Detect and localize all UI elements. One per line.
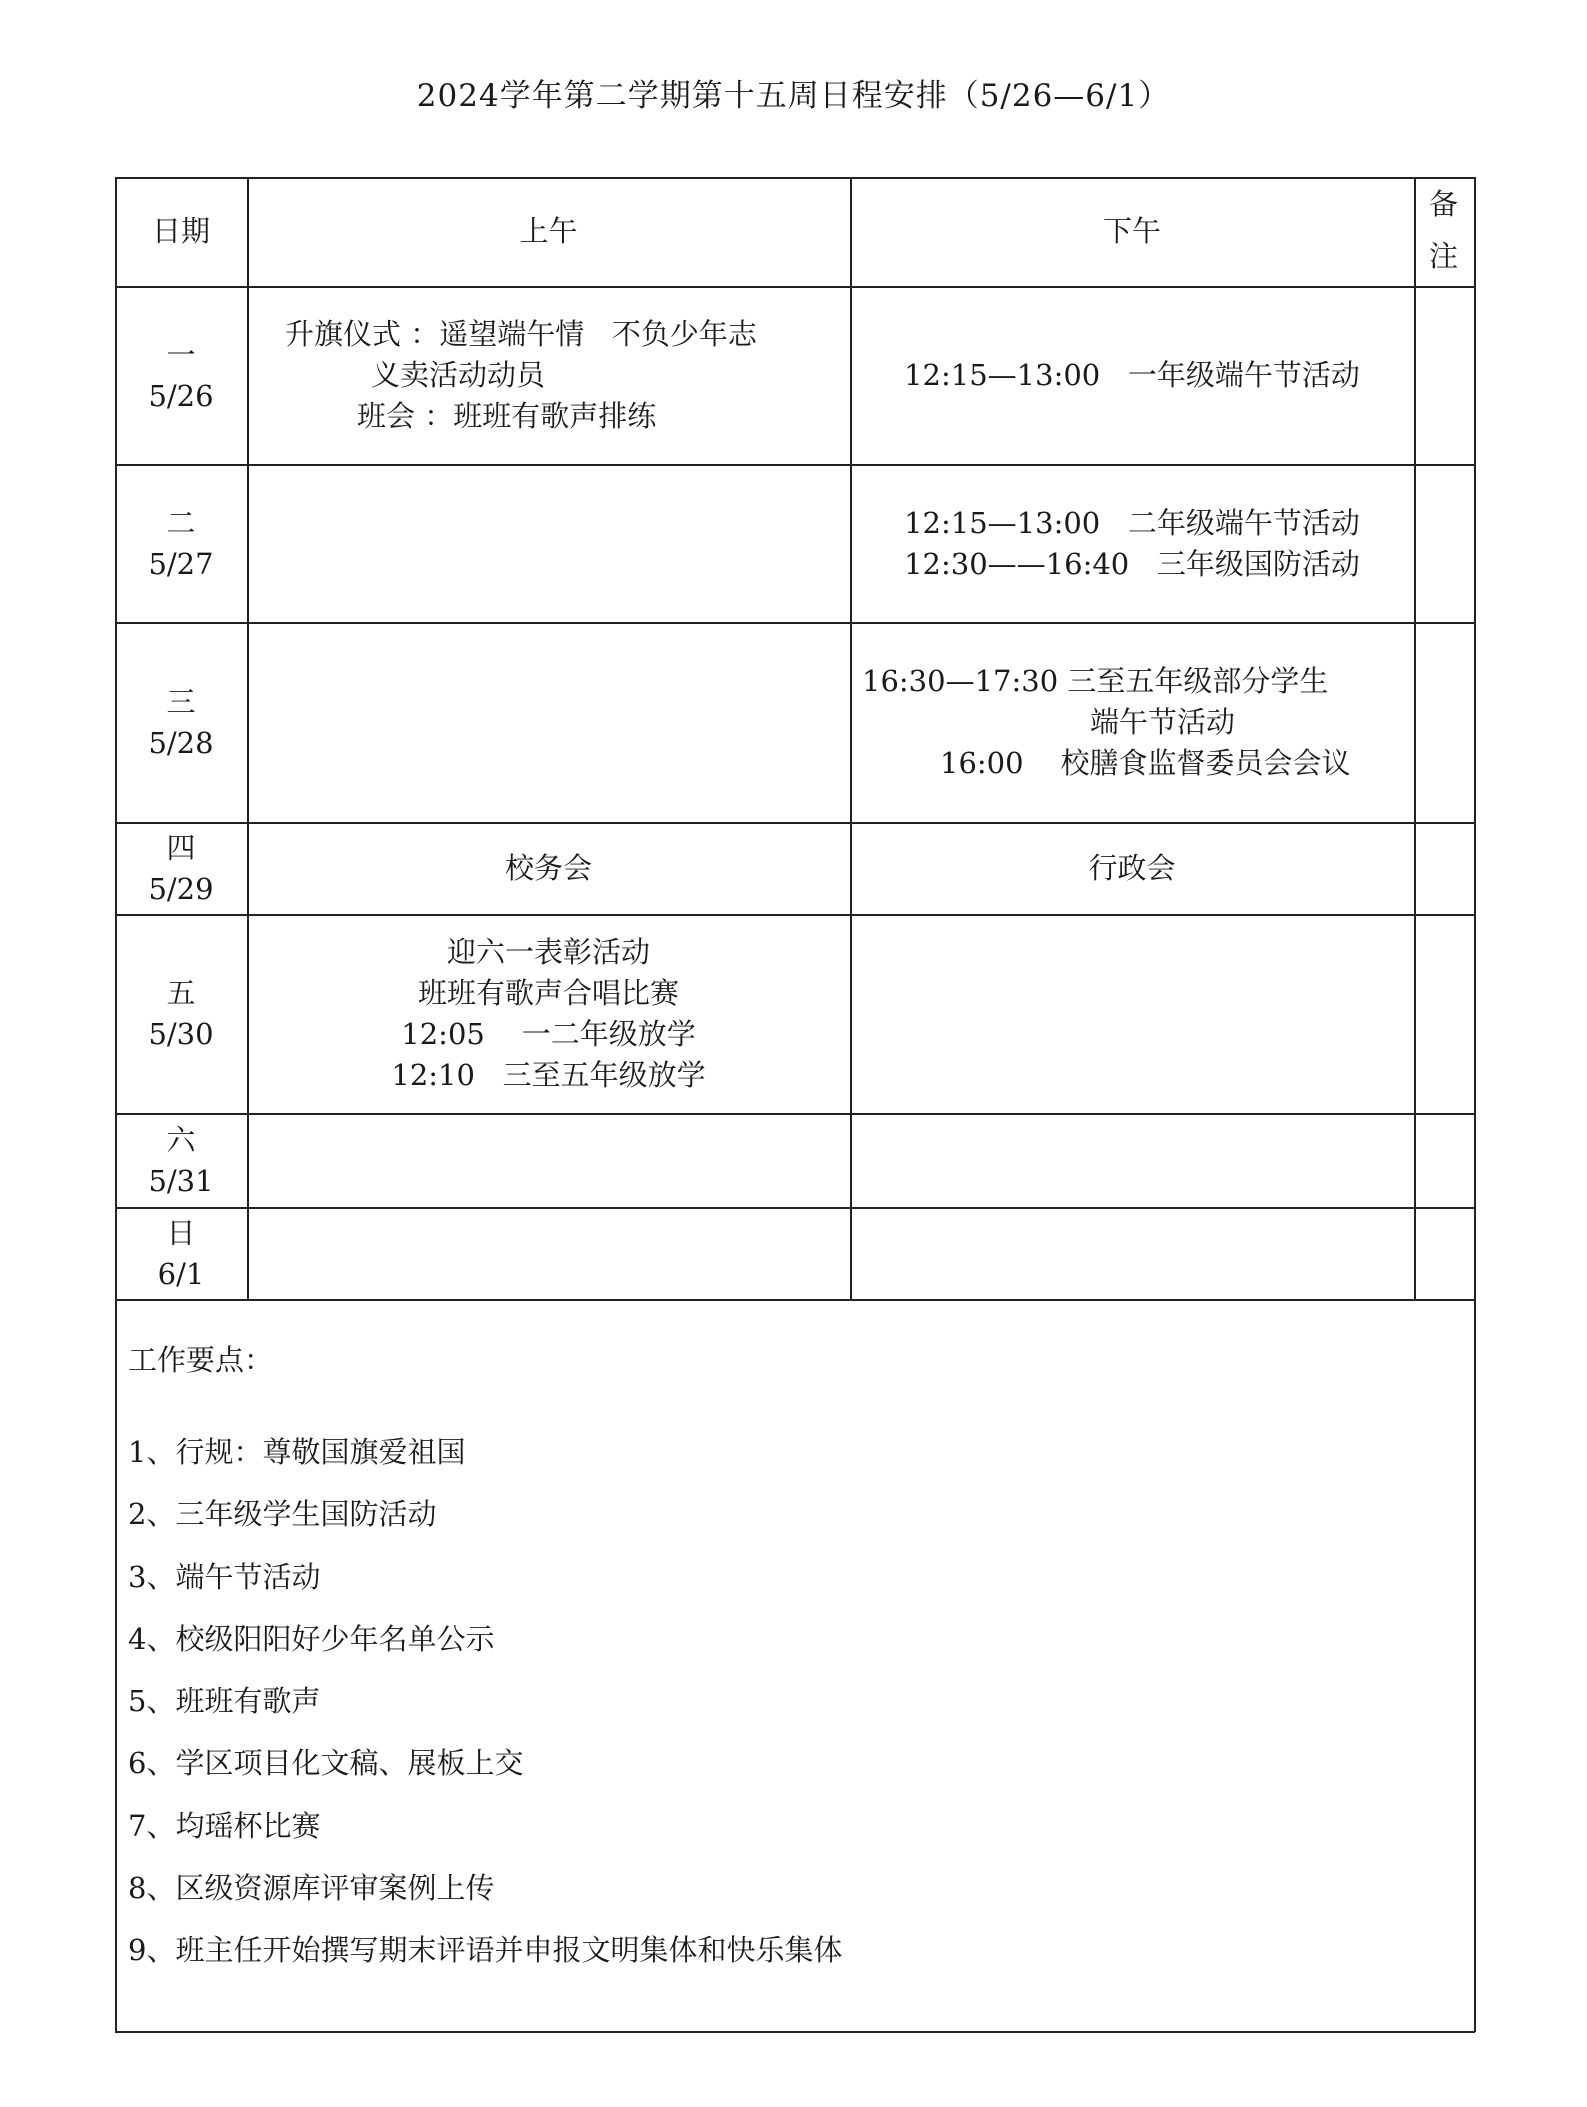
morning-item: 校务会 [504,851,592,885]
morning-item: 12:10 三至五年级放学 [391,1058,706,1092]
column-divider-afternoon [1414,177,1416,1300]
morning-item: 升旗仪式 ：遥望端午情 不负少年志 [285,317,757,351]
weekday-label: 日 [166,1215,196,1250]
table-row-1-afternoon [850,287,1414,464]
header-afternoon-label: 下午 [1102,214,1161,248]
header-morning [247,177,850,286]
row-divider [115,1207,1475,1209]
date-label: 5/29 [148,871,214,906]
date-label: 5/27 [148,546,214,581]
list-item: 4、校级阳阳好少年名单公示 [128,1621,495,1656]
header-date [115,177,247,286]
afternoon-item: 行政会 [1088,851,1176,885]
weekday-label: 四 [166,830,196,865]
morning-item: 义卖活动动员 [371,358,546,392]
row-divider [115,1113,1475,1115]
table-row-3-morning [247,623,850,822]
date-label: 6/1 [157,1256,205,1291]
work-points-heading: 工作要点： [128,1343,274,1377]
weekday-label: 三 [166,684,196,719]
weekday-label: 五 [166,976,196,1010]
header-morning-label: 上午 [519,214,578,248]
list-item: 1、行规：尊敬国旗爱祖国 [128,1435,466,1469]
afternoon-item: 12:30——16:40 三年级国防活动 [904,546,1360,581]
table-row-5-afternoon [850,915,1414,1113]
table-row-2-morning [247,465,850,622]
morning-item: 班会 ：班班有歌声排练 [357,399,657,433]
date-label: 5/31 [148,1163,214,1198]
list-item: 2、三年级学生国防活动 [128,1497,437,1532]
date-label: 5/26 [148,378,214,413]
table-row-7-date [115,1208,247,1299]
table-border-bottom [115,2031,1475,2033]
list-item: 6、学区项目化文稿、展板上交 [128,1746,524,1781]
morning-item: 班班有歌声合唱比赛 [417,976,679,1010]
header-date-label: 日期 [151,214,210,248]
work-points-list [128,1432,842,1993]
table-row-6-date [115,1114,247,1207]
table-row-4-afternoon [850,823,1414,914]
weekday-label: 一 [166,337,196,372]
table-row-1-morning [247,287,850,464]
table-row-5-morning [247,915,850,1113]
table-row-5-date [115,915,247,1113]
morning-item: 迎六一表彰活动 [446,935,650,969]
table-row-2-afternoon [850,465,1414,622]
header-remark-line2: 注 [1428,239,1458,273]
row-divider [115,1299,1475,1301]
weekday-label: 二 [166,505,196,540]
list-item: 8、区级资源库评审案例上传 [128,1871,495,1906]
header-remark [1414,178,1473,282]
list-item: 5、班班有歌声 [128,1684,321,1719]
table-row-3-afternoon [850,623,1414,822]
list-item: 3、端午节活动 [128,1559,321,1594]
list-item: 9、班主任开始撰写期末评语并申报文明集体和快乐集体 [128,1933,843,1968]
afternoon-item: 12:15—13:00 二年级端午节活动 [904,505,1360,540]
table-border-right [1474,177,1476,2032]
weekday-label: 六 [166,1122,196,1157]
afternoon-item: 12:15—13:00 一年级端午节活动 [904,358,1360,392]
list-item: 7、均瑶杯比赛 [128,1808,321,1843]
afternoon-item: 16:00 校膳食监督委员会会议 [940,746,1351,780]
table-row-4-date [115,823,247,914]
afternoon-item: 16:30—17:30 三至五年级部分学生 [862,664,1329,698]
header-remark-line1: 备 [1428,187,1458,221]
date-label: 5/28 [148,725,214,760]
page-title: 2024学年第二学期第十五周日程安排（5/26—6/1） [416,78,1171,114]
afternoon-item: 端午节活动 [1090,705,1236,739]
header-afternoon [850,177,1414,286]
table-row-4-morning [247,823,850,914]
table-row-3-date [115,623,247,822]
table-row-1-date [115,287,247,464]
morning-item: 12:05 一二年级放学 [401,1017,696,1051]
table-row-2-date [115,465,247,622]
date-label: 5/30 [148,1017,214,1051]
